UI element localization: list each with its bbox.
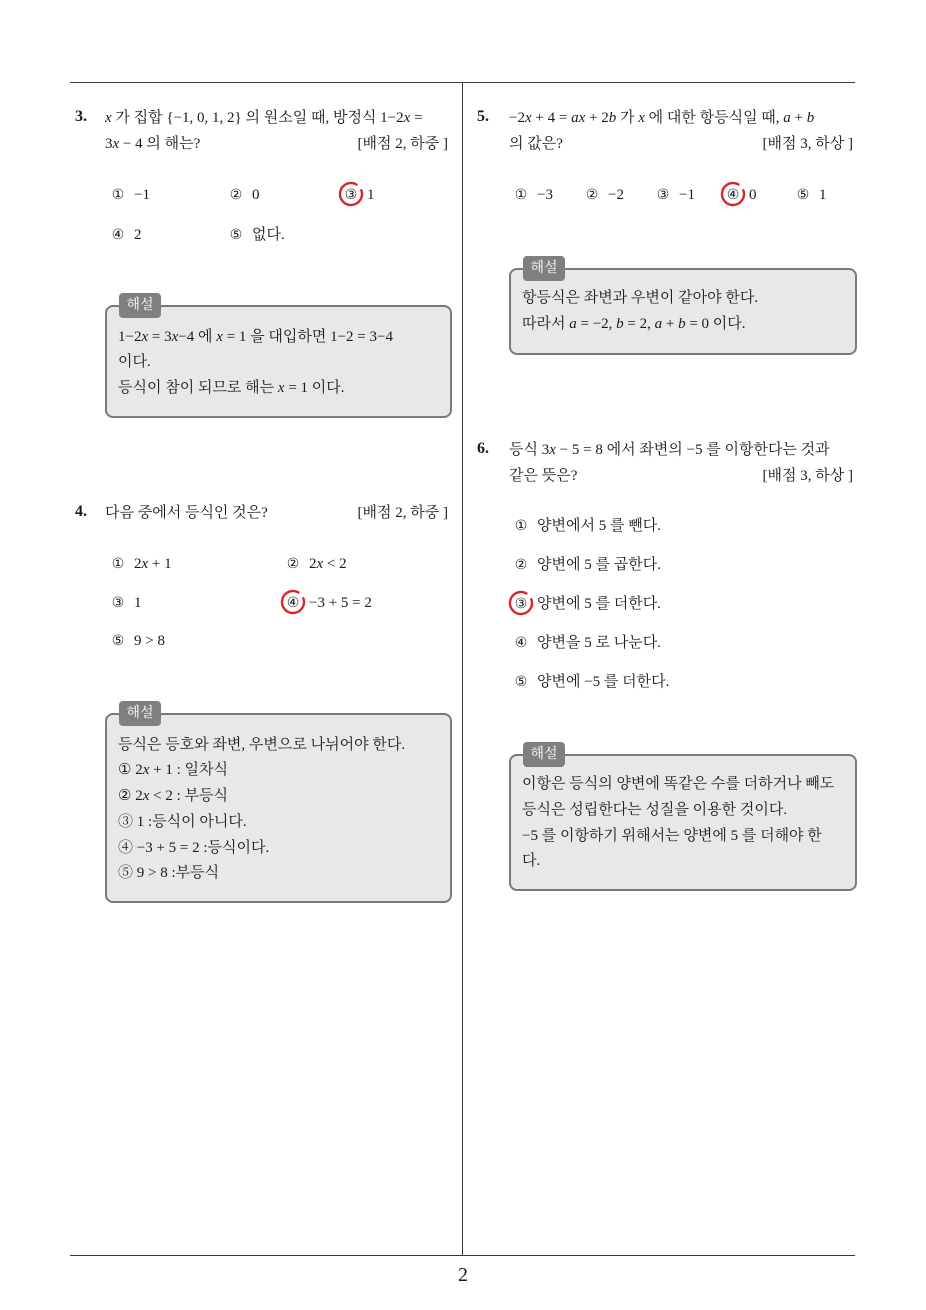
- answer-choice-2: [285, 554, 347, 574]
- choice-text: −1: [134, 187, 150, 203]
- choice-marker: ③: [111, 595, 125, 611]
- answer-choice-4: [725, 185, 757, 205]
- question-stem-line: −2x + 4 = ax + 2b 가 x 에 대한 항등식일 때, a + b: [509, 110, 815, 126]
- choice-marker: ②: [229, 187, 243, 203]
- score-info: [배점 2, 하중 ]: [357, 136, 448, 152]
- answer-mark-circle: [279, 589, 307, 617]
- explanation-line: 1−2x = 3x−4 에 x = 1 을 대입하면 1−2 = 3−4: [118, 329, 393, 345]
- explanation-label: 해설: [119, 701, 161, 726]
- answer-choice-3: [343, 185, 375, 205]
- choice-text: 0: [749, 187, 757, 203]
- explanation-line: ⑤ 9 > 8 :부등식: [118, 865, 220, 881]
- question-number: 6.: [477, 440, 489, 457]
- question-number: 5.: [477, 108, 489, 125]
- footer-rule: [70, 1255, 855, 1256]
- math-variable: a: [654, 316, 663, 332]
- column-divider: [462, 82, 463, 1255]
- score-info: [배점 3, 하상 ]: [762, 468, 853, 484]
- math-variable: x: [277, 380, 285, 396]
- answer-mark-arc: [340, 183, 362, 205]
- page-number: 2: [458, 1264, 468, 1286]
- explanation-line: ④ −3 + 5 = 2 :등식이다.: [118, 840, 270, 856]
- choice-marker: ①: [111, 556, 125, 572]
- choice-text: 2: [134, 227, 142, 243]
- question-stem-line: x 가 집합 {−1, 0, 1, 2} 의 원소일 때, 방정식 1−2x =: [105, 110, 423, 126]
- explanation-label: 해설: [523, 256, 565, 281]
- explanation-box: [509, 747, 857, 891]
- choice-marker: ⑤: [796, 187, 810, 203]
- answer-mark-circle: [507, 590, 535, 618]
- answer-mark-arc: [722, 183, 744, 205]
- math-variable: x: [638, 110, 645, 126]
- question-stem-line: 같은 뜻은?: [509, 468, 578, 484]
- explanation-line: −5 를 이항하기 위해서는 양변에 5 를 더해야 한: [522, 828, 822, 844]
- choice-marker: ④: [725, 185, 741, 205]
- choice-text: −1: [679, 187, 695, 203]
- answer-choice-5: [795, 185, 827, 205]
- math-variable: x: [141, 329, 149, 345]
- answer-choice-3: [655, 185, 695, 205]
- explanation-line: 다.: [522, 853, 541, 869]
- explanation-box: [105, 706, 452, 903]
- choice-marker: ①: [514, 518, 528, 534]
- question-number: 4.: [75, 503, 87, 520]
- math-variable: a: [571, 110, 579, 126]
- answer-choice-1: [513, 185, 553, 205]
- math-variable: b: [806, 110, 815, 126]
- choice-marker: ③: [343, 185, 359, 205]
- answer-choice-5: [228, 225, 285, 245]
- explanation-line: 이항은 등식의 양변에 똑같은 수를 더하거나 빼도: [522, 776, 835, 792]
- answer-choice-4: [513, 633, 661, 653]
- score-info: [배점 2, 하중 ]: [357, 505, 448, 521]
- choice-text: 2x < 2: [309, 556, 347, 572]
- choice-text: −3 + 5 = 2: [309, 595, 372, 611]
- choice-text: 1: [819, 187, 827, 203]
- math-variable: a: [783, 110, 791, 126]
- explanation-box: [105, 298, 452, 418]
- math-variable: a: [569, 316, 577, 332]
- answer-choice-1: [110, 554, 172, 574]
- answer-choice-3: [110, 593, 142, 613]
- answer-choice-5: [110, 631, 165, 651]
- math-variable: x: [549, 442, 556, 458]
- explanation-line: 등식이 참이 되므로 해는 x = 1 이다.: [118, 380, 345, 396]
- answer-choice-4: [285, 593, 372, 613]
- explanation-line: 따라서 a = −2, b = 2, a + b = 0 이다.: [522, 316, 746, 332]
- choice-marker: ④: [285, 593, 301, 613]
- choice-marker: ②: [514, 557, 528, 573]
- explanation-line: ① 2x + 1 : 일차식: [118, 762, 228, 778]
- answer-choice-5: [513, 672, 669, 692]
- math-variable: x: [112, 136, 120, 152]
- choice-marker: ⑤: [229, 227, 243, 243]
- choice-text: 2x + 1: [134, 556, 172, 572]
- question-stem-line: 등식 3x − 5 = 8 에서 좌변의 −5 를 이항한다는 것과: [509, 442, 830, 458]
- choice-text: 양변을 5 로 나눈다.: [537, 635, 661, 651]
- answer-choice-4: [110, 225, 142, 245]
- explanation-label: 해설: [523, 742, 565, 767]
- explanation-line: ③ 1 :등식이 아니다.: [118, 814, 247, 830]
- explanation-line: 이다.: [118, 354, 151, 370]
- question-stem-line: 3x − 4 의 해는?: [105, 136, 201, 152]
- answer-mark-circle: [719, 181, 747, 209]
- answer-choice-1: [110, 185, 150, 205]
- choice-text: 양변에 5 를 곱한다.: [537, 557, 661, 573]
- choice-marker: ⑤: [514, 674, 528, 690]
- explanation-line: 항등식은 좌변과 우변이 같아야 한다.: [522, 290, 759, 306]
- choice-text: 양변에 5 를 더한다.: [537, 596, 661, 612]
- score-info: [배점 3, 하상 ]: [762, 136, 853, 152]
- answer-choice-2: [584, 185, 624, 205]
- choice-text: 양변에 −5 를 더한다.: [537, 674, 670, 690]
- choice-marker: ④: [514, 635, 528, 651]
- answer-choice-2: [228, 185, 260, 205]
- explanation-line: 등식은 등호와 좌변, 우변으로 나뉘어야 한다.: [118, 737, 406, 753]
- choice-marker: ⑤: [111, 633, 125, 649]
- answer-mark-arc: [510, 592, 532, 614]
- math-variable: b: [678, 316, 686, 332]
- choice-text: −2: [608, 187, 624, 203]
- math-variable: x: [578, 110, 586, 126]
- math-variable: x: [141, 556, 149, 572]
- choice-marker: ②: [585, 187, 599, 203]
- choice-text: 9 > 8: [134, 633, 165, 649]
- explanation-label: 해설: [119, 293, 161, 318]
- answer-mark-circle: [337, 181, 365, 209]
- math-variable: x: [105, 110, 112, 126]
- choice-marker: ③: [656, 187, 670, 203]
- explanation-line: 등식은 성립한다는 성질을 이용한 것이다.: [522, 802, 788, 818]
- answer-choice-3: [513, 594, 661, 614]
- choice-text: 양변에서 5 를 뺀다.: [537, 518, 661, 534]
- math-variable: x: [142, 788, 150, 804]
- answer-mark-arc: [282, 591, 304, 613]
- choice-marker: ①: [111, 187, 125, 203]
- math-variable: b: [616, 316, 624, 332]
- choice-marker: ③: [513, 594, 529, 614]
- answer-choice-2: [513, 555, 661, 575]
- math-variable: x: [142, 762, 150, 778]
- math-variable: x: [403, 110, 411, 126]
- choice-text: 0: [252, 187, 260, 203]
- choice-text: 1: [367, 187, 375, 203]
- question-stem-line: 의 값은?: [509, 136, 563, 152]
- math-variable: b: [608, 110, 617, 126]
- question-stem-line: 다음 중에서 등식인 것은?: [105, 505, 268, 521]
- explanation-box: [509, 261, 857, 355]
- math-variable: x: [171, 329, 179, 345]
- explanation-line: ② 2x < 2 : 부등식: [118, 788, 228, 804]
- math-variable: x: [316, 556, 324, 572]
- choice-text: 없다.: [252, 227, 285, 243]
- math-variable: x: [216, 329, 223, 345]
- math-variable: x: [524, 110, 532, 126]
- choice-marker: ①: [514, 187, 528, 203]
- choice-text: 1: [134, 595, 142, 611]
- choice-text: −3: [537, 187, 553, 203]
- question-number: 3.: [75, 108, 87, 125]
- answer-choice-1: [513, 516, 661, 536]
- choice-marker: ②: [286, 556, 300, 572]
- choice-marker: ④: [111, 227, 125, 243]
